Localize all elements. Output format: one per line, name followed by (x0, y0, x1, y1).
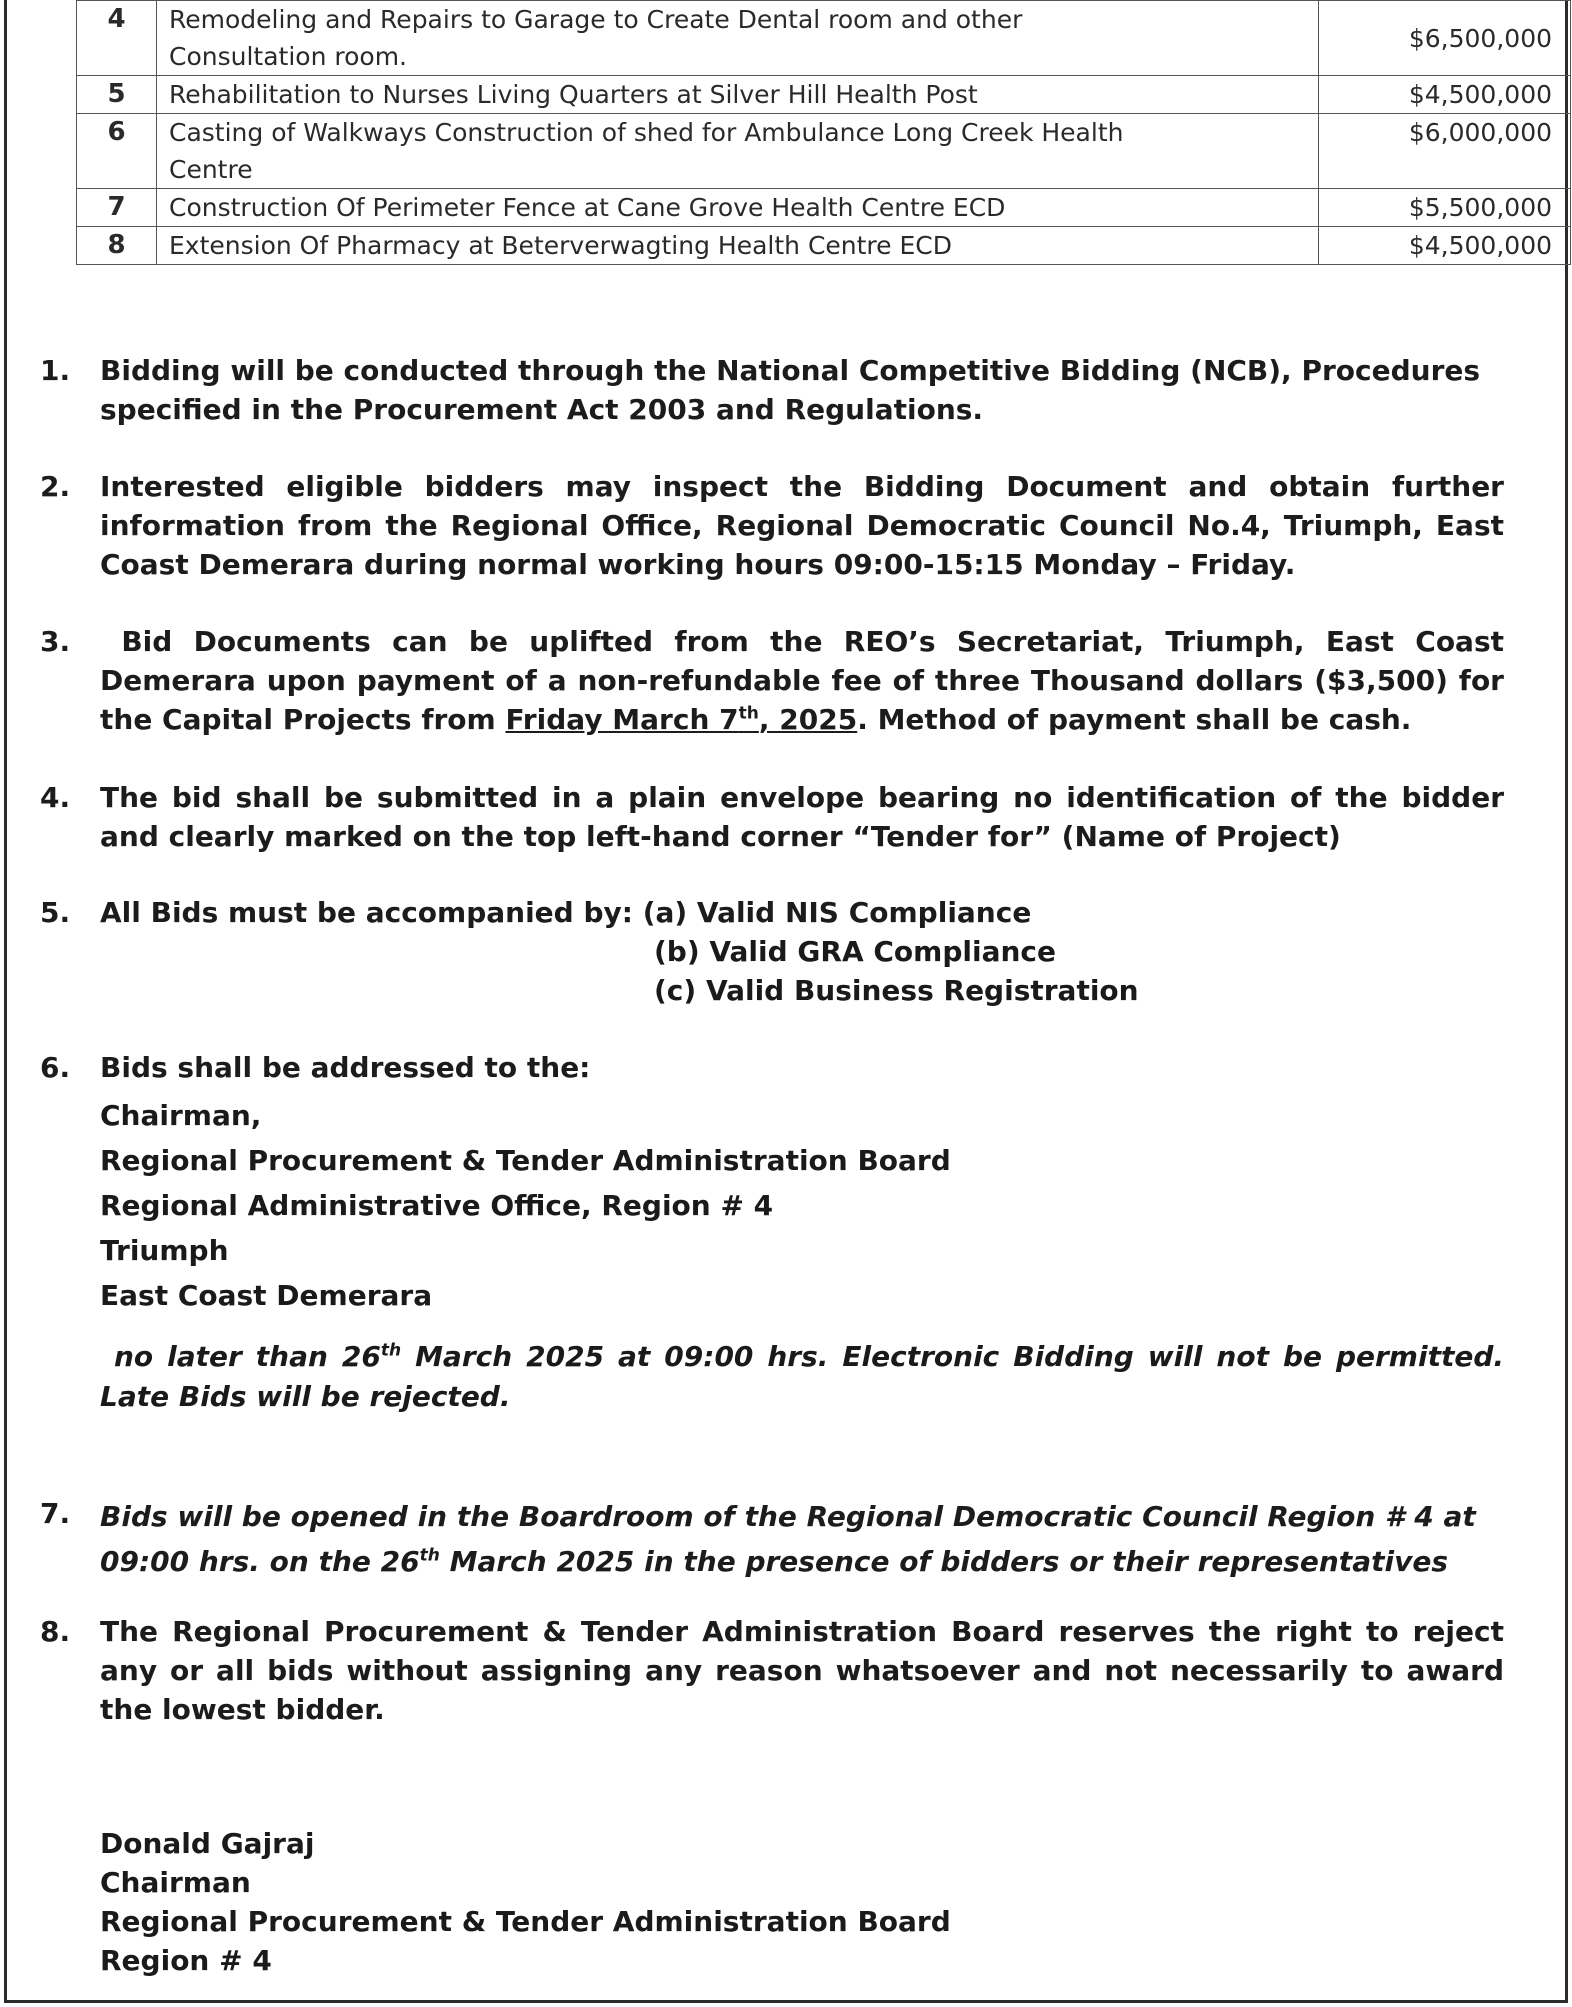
requirement-item: (c) Valid Business Registration (654, 974, 1139, 1007)
project-description: Extension Of Pharmacy at Beterverwagting Health Centre ECD (157, 227, 1319, 265)
clause-text: All Bids must be accompanied by: (a) Valid NIS Compliance (100, 896, 1032, 929)
signatory-title: Chairman (100, 1866, 251, 1899)
project-number: 6 (77, 114, 157, 189)
signatory-board: Regional Procurement & Tender Administration Board (100, 1905, 951, 1938)
table-row (77, 1, 1571, 76)
address-block (100, 1048, 951, 1318)
clause-1 (40, 351, 1504, 429)
clause-text: The Regional Procurement & Tender Administration Board reserves the right to reject any or all bids without assigning any reason whatsoever and not necessarily to award the lowest bidder. (100, 1615, 1504, 1726)
address-line: Regional Administrative Office, Region # 4 (100, 1189, 774, 1222)
clause-number: 5. (40, 896, 71, 929)
signature-block (100, 1824, 951, 1980)
clause-number: 6. (40, 1051, 71, 1084)
clause-3 (40, 622, 1504, 739)
project-description: Construction Of Perimeter Fence at Cane Grove Health Centre ECD (157, 189, 1319, 227)
clause-number: 4. (40, 781, 71, 814)
clause-number: 3. (40, 625, 71, 658)
clause-4 (40, 778, 1504, 856)
project-amount: $5,500,000 (1319, 189, 1571, 227)
clause-text: The bid shall be submitted in a plain envelope bearing no identification of the bidder and clearly marked on the top left-hand corner “Tender for” (Name of Project) (100, 781, 1504, 853)
clause-number: 7. (40, 1497, 71, 1530)
table-row (77, 76, 1571, 114)
clause-number: 2. (40, 470, 71, 503)
project-number: 8 (77, 227, 157, 265)
requirements-list (654, 932, 1139, 1010)
address-line: Chairman, (100, 1099, 262, 1132)
submission-deadline: no later than 26th March 2025 at 09:00 hrs. Electronic Bidding will not be permitted. Late Bids will be rejected. (100, 1340, 1505, 1413)
clause-8 (40, 1612, 1504, 1729)
clause-text: Bidding will be conducted through the National Competitive Bidding (NCB), Procedures specified in the Procurement Act 2003 and Regulations. (100, 354, 1481, 426)
table-row (77, 189, 1571, 227)
clause-5 (40, 893, 1504, 932)
project-number: 5 (77, 76, 157, 114)
clause-number: 8. (40, 1615, 71, 1648)
project-description: Rehabilitation to Nurses Living Quarters at Silver Hill Health Post (157, 76, 1319, 114)
clause-text: Bids shall be addressed to the: (100, 1051, 591, 1084)
clause-number: 1. (40, 354, 71, 387)
project-description: Remodeling and Repairs to Garage to Create Dental room and other Consultation room. (157, 1, 1319, 76)
projects-table (76, 0, 1571, 265)
bid-start-date: Friday March 7th, 2025 (505, 703, 858, 736)
clause-text: Interested eligible bidders may inspect the Bidding Document and obtain further information from the Regional Office, Regional Democratic Council No.4, Triumph, East Coast Demerara during normal working hours 09:00-15:15 Monday – Friday. (100, 470, 1504, 581)
clause-text: Bids will be opened in the Boardroom of the Regional Democratic Council Region # 4 at 09:00 hrs. on the 26th March 2025 in the presence of bidders or their representatives (100, 1500, 1476, 1578)
table-row (77, 227, 1571, 265)
clause-text: Bid Documents can be uplifted from the REO’s Secretariat, Triumph, East Coast Demerara upon payment of a non-refundable fee of three Thousand dollars ($3,500) for the Capital Projects from Friday March 7th, 2025. Method of payment shall be cash. (100, 625, 1505, 736)
project-amount: $6,500,000 (1319, 1, 1571, 76)
signatory-name: Donald Gajraj (100, 1827, 315, 1860)
address-line: Regional Procurement & Tender Administration Board (100, 1144, 951, 1177)
table-row (77, 114, 1571, 189)
requirement-item: (b) Valid GRA Compliance (654, 935, 1056, 968)
address-line: East Coast Demerara (100, 1279, 433, 1312)
project-amount: $6,000,000 (1319, 114, 1571, 189)
project-description: Casting of Walkways Construction of shed for Ambulance Long Creek Health Centre (157, 114, 1319, 189)
address-line: Triumph (100, 1234, 229, 1267)
project-number: 4 (77, 1, 157, 76)
project-amount: $4,500,000 (1319, 76, 1571, 114)
clause-2 (40, 467, 1504, 584)
clause-7 (40, 1494, 1504, 1584)
project-number: 7 (77, 189, 157, 227)
project-amount: $4,500,000 (1319, 227, 1571, 265)
signatory-region: Region # 4 (100, 1944, 272, 1977)
